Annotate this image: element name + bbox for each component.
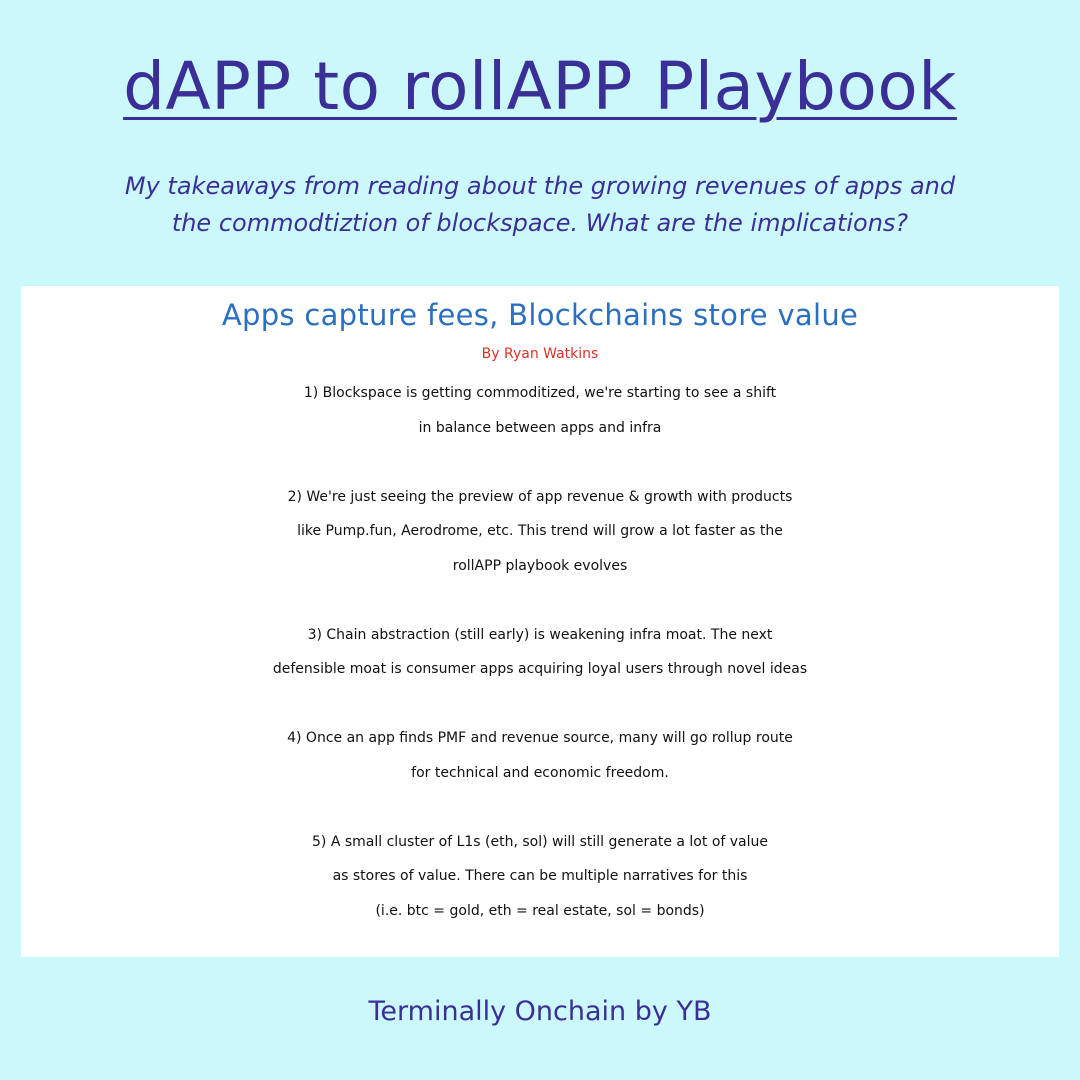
point-3 bbox=[21, 618, 1059, 687]
subtitle-line: My takeaways from reading about the growing revenues of apps and bbox=[124, 172, 956, 200]
point-line: defensible moat is consumer apps acquiring loyal users through novel ideas bbox=[272, 661, 808, 677]
point-line: as stores of value. There can be multiple narratives for this bbox=[332, 868, 748, 884]
point-line: 2) We're just seeing the preview of app revenue & growth with products bbox=[287, 488, 793, 505]
point-4 bbox=[21, 721, 1059, 790]
point-line: 3) Chain abstraction (still early) is weakening infra moat. The next bbox=[307, 626, 773, 643]
point-line: in balance between apps and infra bbox=[418, 419, 662, 436]
subtitle bbox=[60, 168, 1020, 242]
point-line: rollAPP playbook evolves bbox=[452, 557, 628, 574]
point-line: 1) Blockspace is getting commoditized, we're starting to see a shift bbox=[303, 385, 777, 401]
point-2 bbox=[21, 480, 1059, 584]
point-line: for technical and economic freedom. bbox=[411, 764, 669, 781]
point-line: 5) A small cluster of L1s (eth, sol) will still generate a lot of value bbox=[312, 833, 768, 850]
card-title: Apps capture fees, Blockchains store value bbox=[221, 298, 859, 332]
takeaways-card bbox=[21, 286, 1059, 957]
footer-credit: Terminally Onchain by YB bbox=[368, 996, 712, 1027]
point-line: 4) Once an app finds PMF and revenue source, many will go rollup route bbox=[287, 730, 793, 746]
card-byline: By Ryan Watkins bbox=[481, 346, 599, 362]
point-line: like Pump.fun, Aerodrome, etc. This trend will grow a lot faster as the bbox=[297, 523, 783, 539]
point-line: (i.e. btc = gold, eth = real estate, sol = bonds) bbox=[375, 902, 705, 919]
page-title: dAPP to rollAPP Playbook bbox=[123, 48, 957, 125]
points-list bbox=[21, 376, 1059, 963]
subtitle-line: the commodtiztion of blockspace. What are the implications? bbox=[171, 209, 909, 237]
point-5 bbox=[21, 825, 1059, 929]
point-1 bbox=[21, 376, 1059, 445]
